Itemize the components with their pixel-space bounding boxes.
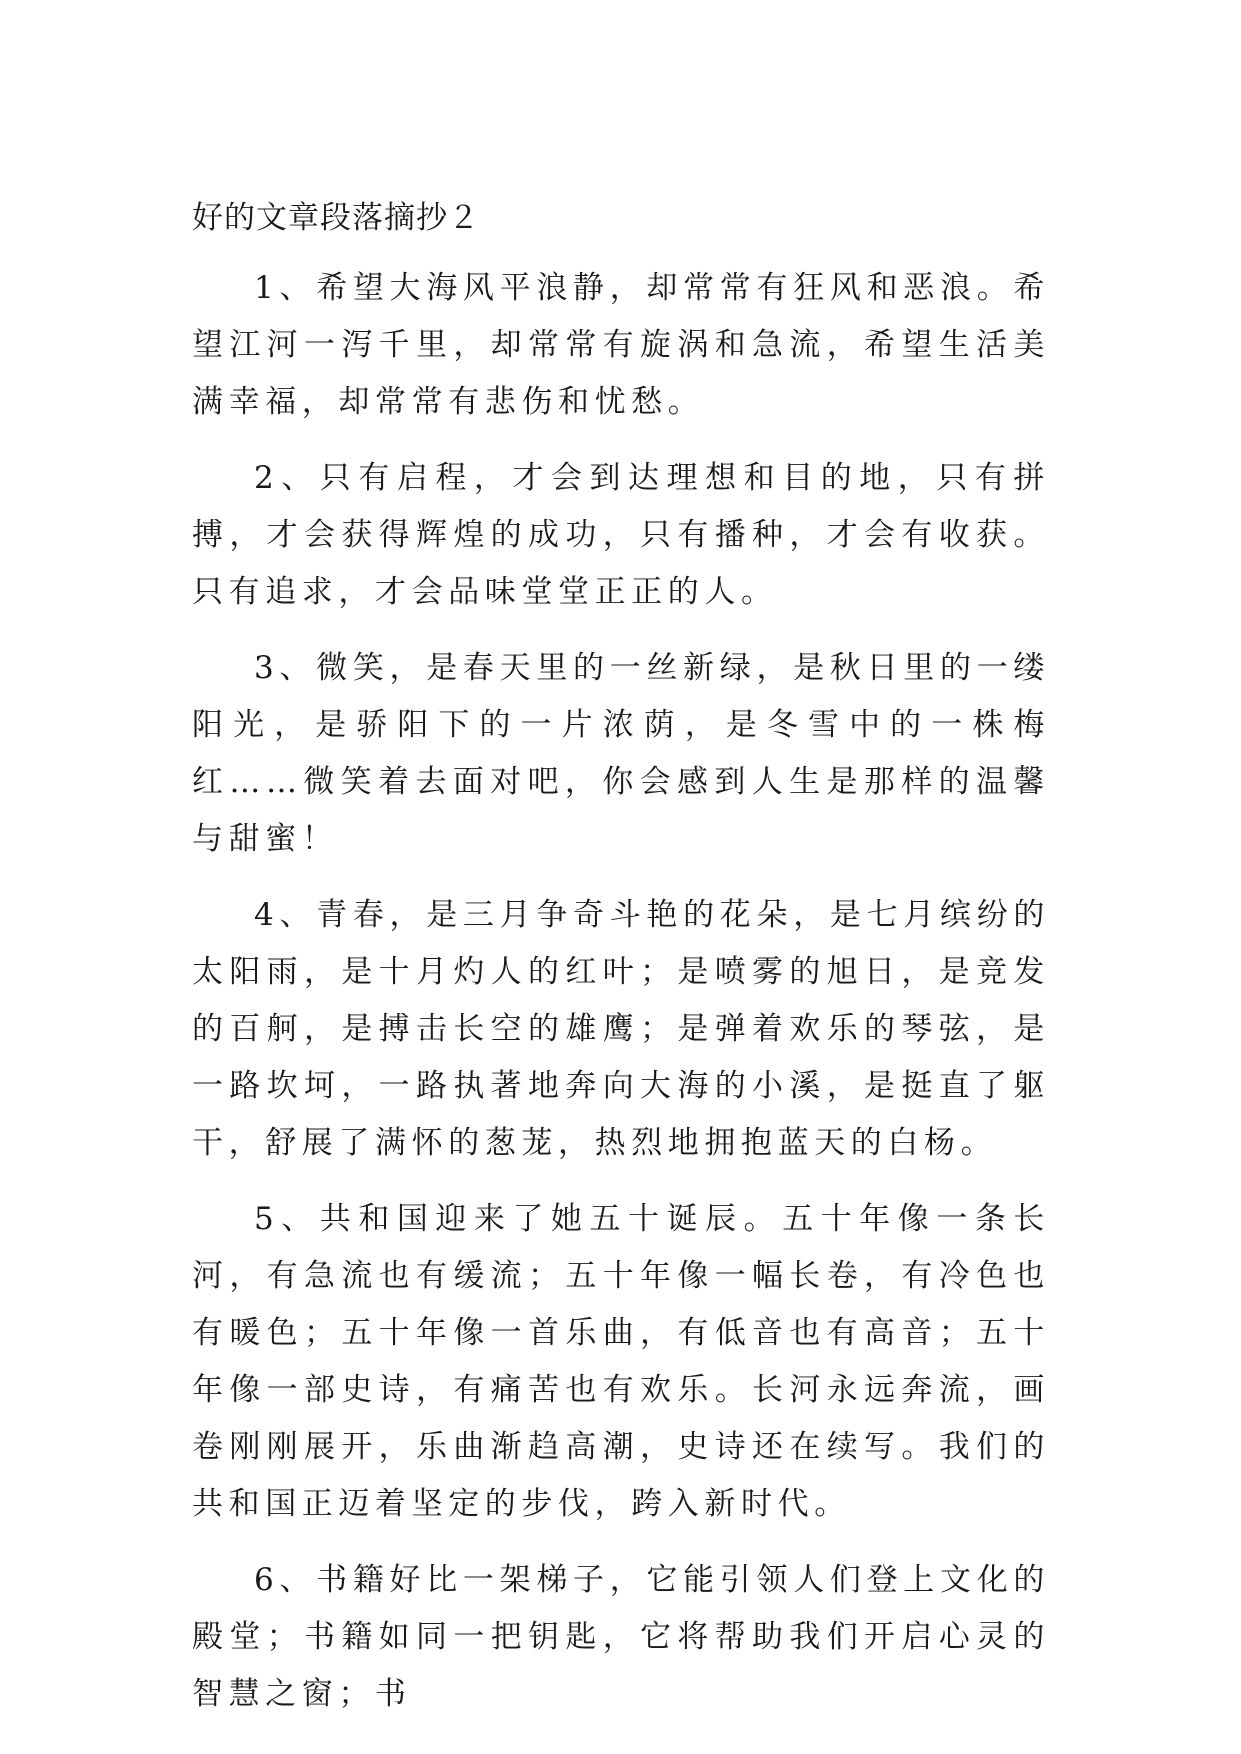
document-title: 好的文章段落摘抄２	[192, 200, 480, 236]
paragraph-3: 3、微笑，是春天里的一丝新绿，是秋日里的一缕阳光，是骄阳下的一片浓荫，是冬雪中的一株梅红……微笑着去面对吧，你会感到人生是那样的温馨与甜蜜！	[192, 650, 1050, 857]
paragraph-6: 6、书籍好比一架梯子，它能引领人们登上文化的殿堂；书籍如同一把钥匙，它将帮助我们开启心灵的智慧之窗；书	[192, 1562, 1050, 1712]
paragraph-1: 1、希望大海风平浪静，却常常有狂风和恶浪。希望江河一泻千里，却常常有旋涡和急流，希望生活美满幸福，却常常有悲伤和忧愁。	[192, 270, 1050, 420]
paragraph-4: 4、青春，是三月争奇斗艳的花朵，是七月缤纷的太阳雨，是十月灼人的红叶；是喷雾的旭日，是竞发的百舸，是搏击长空的雄鹰；是弹着欢乐的琴弦，是一路坎坷，一路执著地奔向大海的小溪，是挺直了躯干，舒展了满怀的葱茏，热烈地拥抱蓝天的白杨。	[192, 897, 1050, 1161]
paragraph-2: 2、只有启程，才会到达理想和目的地，只有拼搏，才会获得辉煌的成功，只有播种，才会有收获。只有追求，才会品味堂堂正正的人。	[192, 460, 1050, 610]
document-body	[192, 196, 1050, 1723]
paragraph-5: 5、共和国迎来了她五十诞辰。五十年像一条长河，有急流也有缓流；五十年像一幅长卷，有冷色也有暖色；五十年像一首乐曲，有低音也有高音；五十年像一部史诗，有痛苦也有欢乐。长河永远奔流，画卷刚刚展开，乐曲渐趋高潮，史诗还在续写。我们的共和国正迈着坚定的步伐，跨入新时代。	[192, 1201, 1050, 1522]
